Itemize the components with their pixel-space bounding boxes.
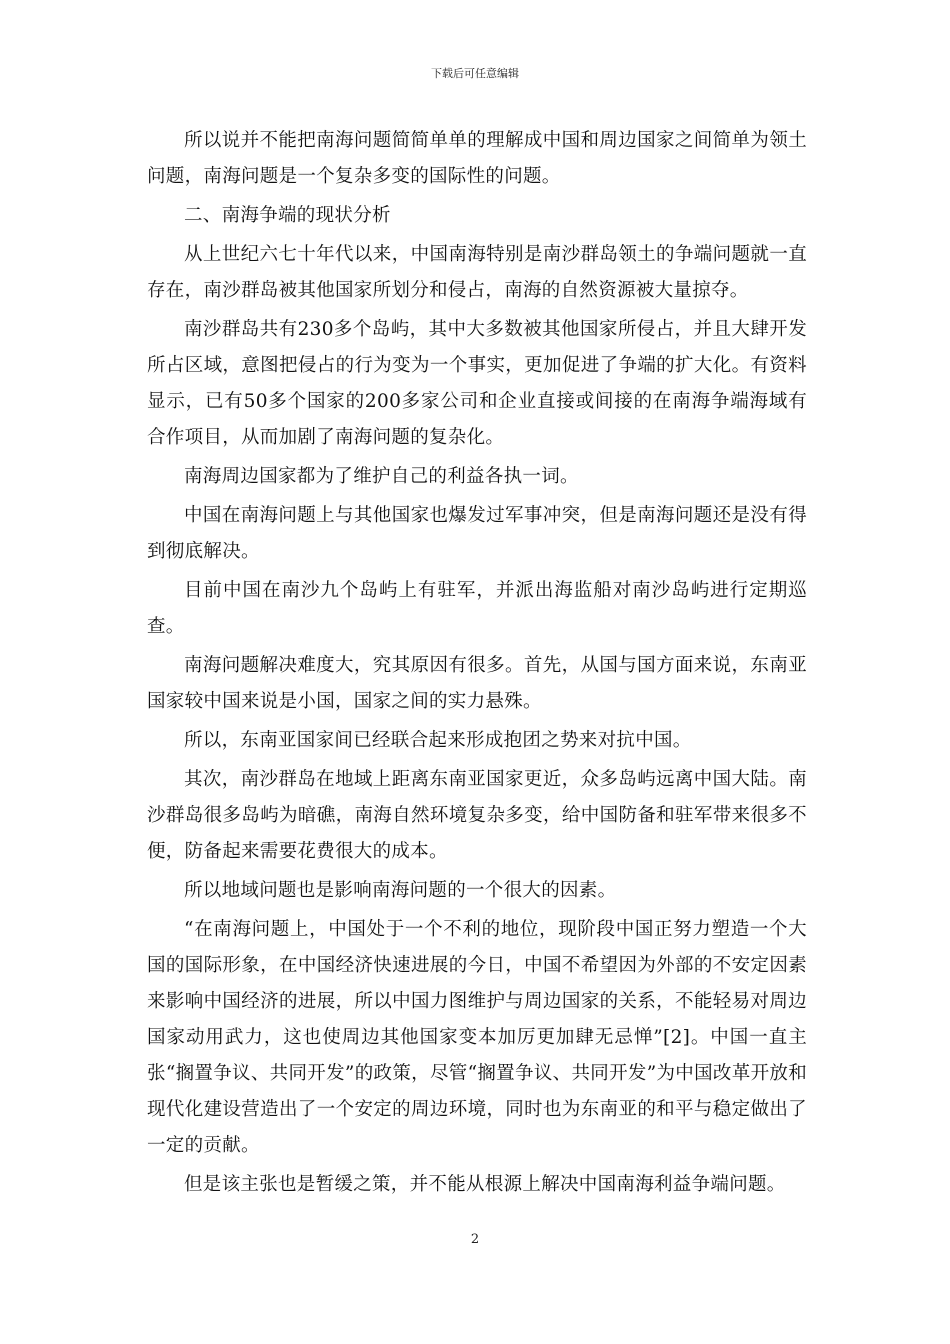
section-heading: 二、南海争端的现状分析 bbox=[184, 205, 391, 226]
paragraph: 中国在南海问题上与其他国家也爆发过军事冲突，但是南海问题还是没有得到彻底解决。 bbox=[147, 505, 807, 562]
paragraph: 所以说并不能把南海问题简简单单的理解成中国和周边国家之间简单为领土问题，南海问题是一个复杂多变的国际性的问题。 bbox=[147, 130, 807, 187]
paragraph: 但是该主张也是暂缓之策，并不能从根源上解决中国南海利益争端问题。 bbox=[184, 1174, 786, 1195]
paragraph: 其次，南沙群岛在地域上距离东南亚国家更近，众多岛屿远离中国大陆。南沙群岛很多岛屿为暗礁，南海自然环境复杂多变，给中国防备和驻军带来很多不便，防备起来需要花费很大的成本。 bbox=[147, 769, 807, 862]
paragraph: 南海问题解决难度大，究其原因有很多。首先，从国与国方面来说，东南亚国家较中国来说是小国，国家之间的实力悬殊。 bbox=[147, 655, 807, 712]
paragraph: 目前中国在南沙九个岛屿上有驻军，并派出海监船对南沙岛屿进行定期巡查。 bbox=[147, 580, 807, 637]
paragraph: 从上世纪六七十年代以来，中国南海特别是南沙群岛领土的争端问题就一直存在，南沙群岛被其他国家所划分和侵占，南海的自然资源被大量掠夺。 bbox=[147, 244, 807, 301]
paragraph: 南海周边国家都为了维护自己的利益各执一词。 bbox=[184, 466, 579, 487]
document-body bbox=[147, 123, 807, 1206]
paragraph: 所以地域问题也是影响南海问题的一个很大的因素。 bbox=[184, 880, 617, 901]
page-number: 2 bbox=[470, 1232, 480, 1247]
paragraph: 所以，东南亚国家间已经联合起来形成抱团之势来对抗中国。 bbox=[184, 730, 692, 751]
page-header: 下载后可任意编辑 bbox=[431, 67, 519, 80]
paragraph: 南沙群岛共有230多个岛屿，其中大多数被其他国家所侵占，并且大肆开发所占区域，意图把侵占的行为变为一个事实，更加促进了争端的扩大化。有资料显示，已有50多个国家的200多家公司和企业直接或间接的在南海争端海域有合作项目，从而加剧了南海问题的复杂化。 bbox=[147, 319, 807, 448]
quoted-paragraph: “在南海问题上，中国处于一个不利的地位，现阶段中国正努力塑造一个大国的国际形象，在中国经济快速进展的今日，中国不希望因为外部的不安定因素来影响中国经济的进展，所以中国力图维护与周边国家的关系，不能轻易对周边国家动用武力，这也使周边其他国家变本加厉更加肆无忌惮”[2]。中国一直主张“搁置争议、共同开发”的政策，尽管“搁置争议、共同开发”为中国改革开放和现代化建设营造出了一个安定的周边环境，同时也为东南亚的和平与稳定做出了一定的贡献。 bbox=[147, 919, 807, 1156]
